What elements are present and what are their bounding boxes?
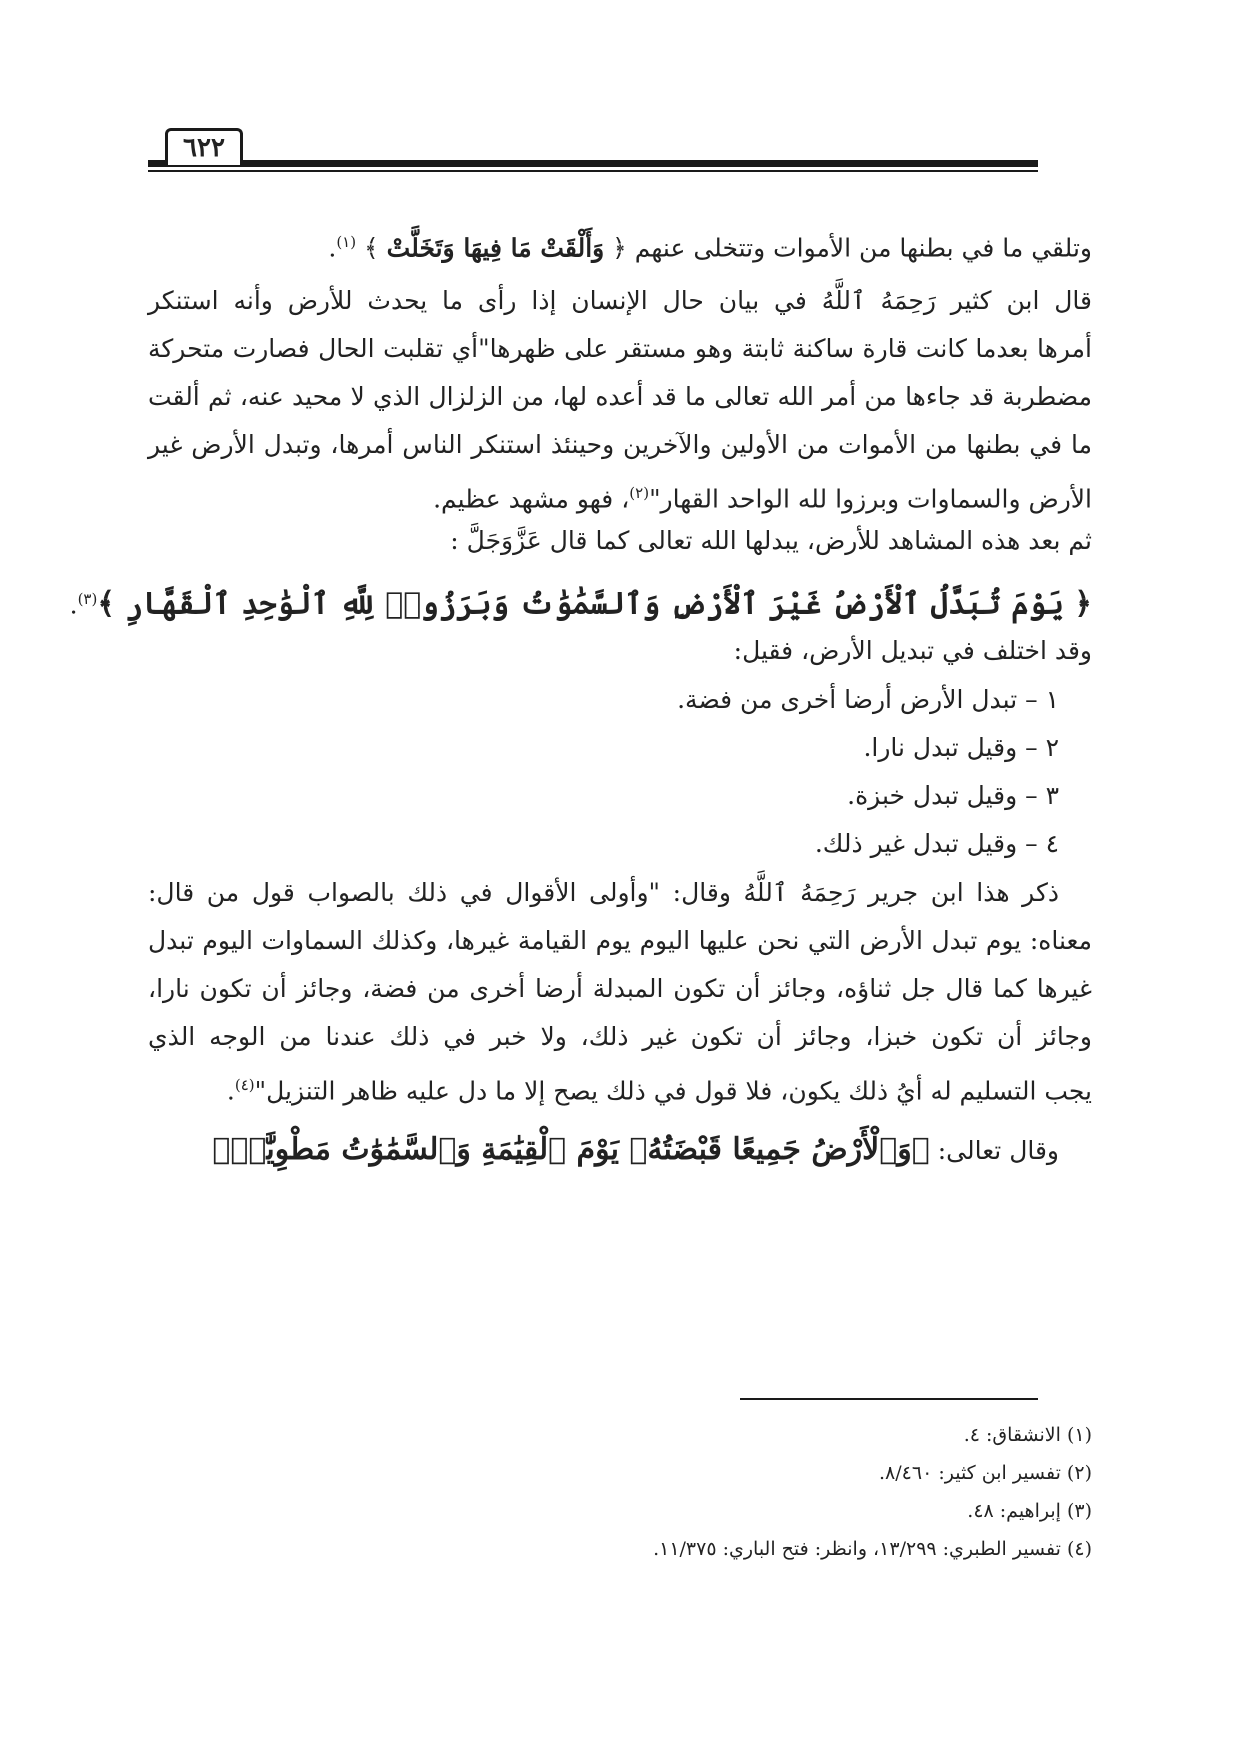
footnote-marker-3[interactable]: (٣) <box>77 590 98 608</box>
line-text: وقال تعالى: <box>929 1136 1059 1165</box>
page-number-badge: ٦٢٢ <box>165 128 243 165</box>
footnote-3: (٣) إبراهيم: ٤٨. <box>967 1500 1092 1522</box>
line-end: . <box>328 233 337 263</box>
paragraph-line-1 <box>328 222 1092 262</box>
quran-verse: ﴿وَٱلْأَرْضُ جَمِيعًا قَبْضَتُهُۥ يَوْمَ ٱلْقِيَٰمَةِ وَٱلسَّمَٰوَٰتُ مَطْوِيَّٰتٌۢ <box>212 1132 930 1167</box>
line-text: يجب التسليم له أيُ ذلك يكون، فلا قول في ذلك يصح إلا ما دل عليه ظاهر التنزيل" <box>254 1076 1092 1106</box>
paragraph-line-15: معناه: يوم تبدل الأرض التي نحن عليها اليوم يوم القيامة غيرها، وكذلك السماوات اليوم تبدل <box>148 926 1092 955</box>
paragraph-line-5: ما في بطنها من الأموات من الأولين والآخرين وحينئذ استنكر الناس أمرها، وتبدل الأرض غير <box>148 430 1092 459</box>
footnote-marker-1[interactable]: (١) <box>336 233 357 251</box>
paragraph-line-6 <box>433 473 1092 513</box>
list-item-2: ٢ – وقيل تبدل نارا. <box>863 733 1059 762</box>
header-rule-thin <box>148 170 1038 172</box>
quran-verse: ﴿ يَوْمَ تُبَدَّلُ ٱلْأَرْضُ غَيْرَ ٱلْأَرْضِ وَٱلسَّمَٰوَٰتُ وَبَرَزُوا۟ لِلَّهِ ٱلْوَٰحِدِ ٱلْقَهَّارِ ﴾ <box>97 586 1092 622</box>
paragraph-line-18 <box>227 1065 1092 1105</box>
header-rule-thick <box>148 160 1038 167</box>
paragraph-line-19 <box>212 1126 1059 1174</box>
footnote-4: (٤) تفسير الطبري: ١٣/٢٩٩، وانظر: فتح الباري: ١١/٣٧٥. <box>653 1538 1092 1560</box>
footnote-marker-2[interactable]: (٢) <box>629 484 650 502</box>
footnote-separator <box>740 1398 1038 1400</box>
quran-quote: وَأَلْقَتْ مَا فِيهَا وَتَخَلَّتْ <box>386 233 605 263</box>
line-end: ، فهو مشهد عظيم. <box>433 484 630 514</box>
paragraph-line-2: قال ابن كثير رَحِمَهُ ٱللَّهُ في بيان حال الإنسان إذا رأى ما يحدث للأرض وأنه استنكر <box>148 286 1092 315</box>
paragraph-line-16: غيرها كما قال جل ثناؤه، وجائز أن تكون المبدلة أرضا أخرى من فضة، وجائز أن تكون نارا، <box>148 974 1092 1003</box>
paragraph-line-4: مضطربة قد جاءها من أمر الله تعالى ما قد أعده لها، من الزلزال الذي لا محيد عنه، ثم ألقت <box>148 382 1092 411</box>
paragraph-line-17: وجائز أن تكون خبزا، وجائز أن تكون غير ذلك، ولا خبر في ذلك عندنا من الوجه الذي <box>148 1022 1092 1051</box>
verse-line <box>70 576 1092 622</box>
footnote-marker-4[interactable]: (٤) <box>234 1076 255 1094</box>
paragraph-line-7: ثم بعد هذه المشاهد للأرض، يبدلها الله تعالى كما قال عَزَّوَجَلَّ : <box>450 526 1092 555</box>
list-item-3: ٣ – وقيل تبدل خبزة. <box>847 781 1059 810</box>
paragraph-line-14: ذكر هذا ابن جرير رَحِمَهُ ٱللَّهُ وقال: "وأولى الأقوال في ذلك بالصواب قول من قال: <box>148 878 1059 907</box>
line-end: . <box>226 1076 235 1106</box>
paragraph-line-3: أمرها بعدما كانت قارة ساكنة ثابتة وهو مستقر على ظهرها"أي تقلبت الحال فصارت متحركة <box>148 334 1092 363</box>
quote-close: ﴾ <box>356 233 387 263</box>
list-item-1: ١ – تبدل الأرض أرضا أخرى من فضة. <box>677 685 1059 714</box>
footnote-1: (١) الانشقاق: ٤. <box>963 1424 1092 1446</box>
list-item-4: ٤ – وقيل تبدل غير ذلك. <box>814 829 1059 858</box>
footnote-2: (٢) تفسير ابن كثير: ٨/٤٦٠. <box>879 1462 1092 1484</box>
line-text: الأرض والسماوات وبرزوا لله الواحد القهار" <box>649 484 1092 514</box>
paragraph-line-9: وقد اختلف في تبديل الأرض، فقيل: <box>733 636 1092 665</box>
line-text: وتلقي ما في بطنها من الأموات وتتخلى عنهم ﴿ <box>604 233 1092 263</box>
line-end: . <box>69 590 78 620</box>
